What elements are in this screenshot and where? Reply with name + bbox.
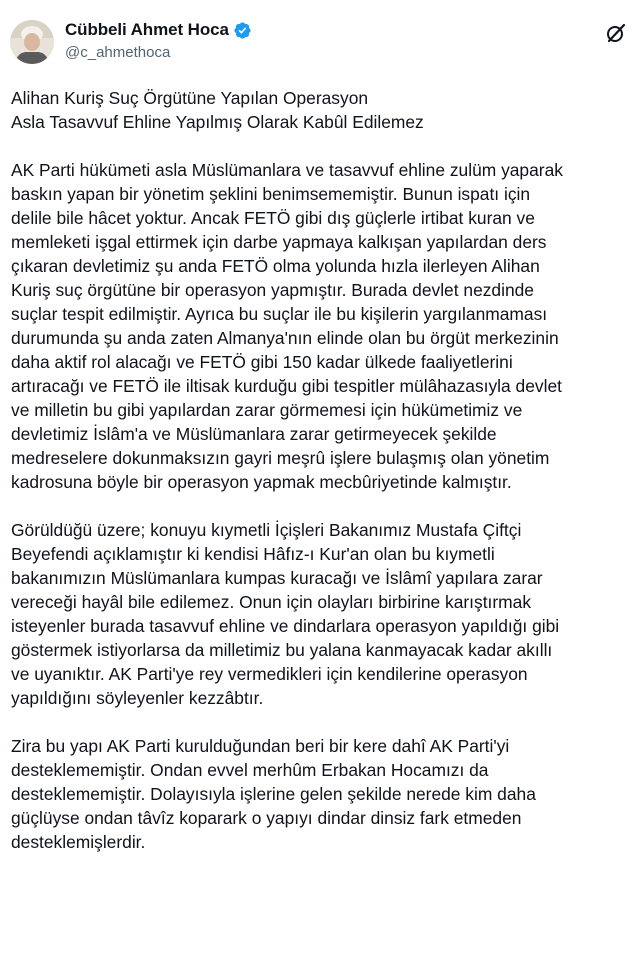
text-line: Kuriş suç örgütüne bir operasyon yapmıştır. Burada devlet nezdinde — [11, 280, 534, 300]
text-line: durumunda şu anda zaten Almanya'nın elinde olan bu örgüt merkezinin — [11, 328, 559, 348]
text-line: Beyefendi açıklamıştır ki kendisi Hâfız-ı Kur'an olan bu kıymetli — [11, 544, 495, 564]
text-line: bakanımızın Müslümanlara kumpas kuracağı ve İslâmî yapılara zarar — [11, 568, 543, 588]
text-line: Alihan Kuriş Suç Örgütüne Yapılan Operasyon — [11, 88, 369, 108]
author-handle[interactable]: @c_ahmethoca — [65, 44, 171, 61]
text-line: Görüldüğü üzere; konuyu kıymetli İçişleri Bakanımız Mustafa Çiftçi — [11, 520, 522, 540]
text-line: Asla Tasavvuf Ehline Yapılmış Olarak Kabûl Edilemez — [11, 112, 424, 132]
text-line: medreselere dokunmaksızın gayri meşrû işlere bulaşmış olan yönetim — [11, 448, 550, 468]
paragraph-2 — [11, 518, 640, 710]
text-line: devletimiz İslâm'a ve Müslümanlara zarar getirmeyecek şekilde — [11, 424, 497, 444]
text-line: memleketi işgal ettirmek için darbe yapmaya kalkışan yapılardan ders — [11, 232, 547, 252]
paragraph-gap — [11, 710, 640, 734]
text-line: delile bile hâcet yoktur. Ancak FETÖ gibi dış güçlerle irtibat kuran ve — [11, 208, 535, 228]
text-line: desteklememiştir. Ondan evvel merhûm Erbakan Hocamızı da — [11, 760, 489, 780]
text-line: suçlar tespit edilmiştir. Ayrıca bu suçlar ile bu kişilerin yargılanmaması — [11, 304, 548, 324]
grok-button[interactable] — [605, 22, 627, 44]
post-header — [0, 0, 640, 70]
author-name-row — [65, 20, 252, 40]
text-line: isteyenler burada tasavvuf ehline ve dindarlara operasyon yapıldığı gibi — [11, 616, 560, 636]
paragraph-title — [11, 86, 640, 134]
author-display-name[interactable]: Cübbeli Ahmet Hoca — [65, 20, 229, 39]
text-line: güçlüyse ondan tâvîz koparark o yapıyı dindar dinsiz fark etmeden — [11, 808, 522, 828]
paragraph-3 — [11, 734, 640, 854]
text-line: ve uyanıktır. AK Parti'ye rey vermedikleri için kendilerine operasyon — [11, 664, 528, 684]
text-line: artıracağı ve FETÖ ile iltisak kurduğu gibi tespitler mülâhazasıyla devlet — [11, 376, 562, 396]
text-line: desteklemişlerdir. — [11, 832, 146, 852]
verified-badge-icon — [233, 21, 252, 40]
text-line: ve milletin bu gibi yapılardan zarar görmemesi için hükümetimiz ve — [11, 400, 523, 420]
text-line: yapıldığını söyleyenler kezzâbtır. — [11, 688, 264, 708]
paragraph-gap — [11, 494, 640, 518]
text-line: göstermek istiyorlarsa da milletimiz bu yalana kanmayacak kadar akıllı — [11, 640, 553, 660]
text-line: çıkaran devletimiz şu anda FETÖ olma yolunda hızla ilerleyen Alihan — [11, 256, 540, 276]
grok-icon — [605, 22, 627, 44]
profile-photo-icon — [10, 20, 54, 64]
paragraph-gap — [11, 134, 640, 158]
author-avatar[interactable] — [10, 20, 54, 64]
text-line: Zira bu yapı AK Parti kurulduğundan beri bir kere dahî AK Parti'yi — [11, 736, 510, 756]
text-line: AK Parti hükümeti asla Müslümanlara ve tasavvuf ehline zulüm yaparak — [11, 160, 563, 180]
text-line: kadrosuna böyle bir operasyon yapmak mecbûriyetinde kalmıştır. — [11, 472, 512, 492]
text-line: baskın yapan bir yönetim şeklini benimsememiştir. Bunun ispatı için — [11, 184, 531, 204]
paragraph-1 — [11, 158, 640, 494]
text-line: desteklememiştir. Dolayısıyla işlerine gelen şekilde nerede kim daha — [11, 784, 536, 804]
text-line: vereceği hayâl bile edilemez. Onun için olayları birbirine karıştırmak — [11, 592, 532, 612]
text-line: daha aktif rol alacağı ve FETÖ gibi 150 kadar ülkede faaliyetlerini — [11, 352, 513, 372]
post-text — [11, 86, 640, 854]
